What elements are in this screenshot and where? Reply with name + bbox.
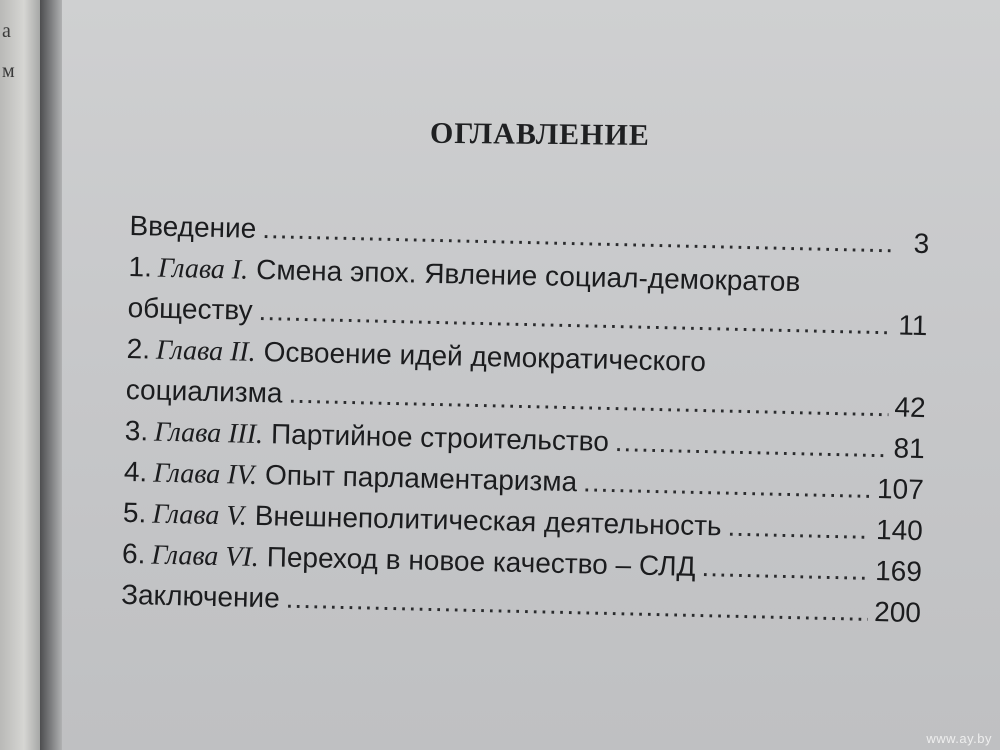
entry-title: Освоение идей демократического <box>263 336 707 378</box>
entry-number: 1. <box>128 250 153 283</box>
entry-page: 81 <box>893 432 926 465</box>
entry-number: 6. <box>121 537 146 570</box>
leader-dots <box>614 421 888 468</box>
entry-number: 3. <box>124 414 149 447</box>
entry-title: Партийное строительство <box>270 418 610 457</box>
entry-page: 200 <box>873 595 922 629</box>
leader-dots <box>583 461 872 509</box>
page-title: ОГЛАВЛЕНИЕ <box>429 116 651 152</box>
entry-page: 169 <box>874 555 923 588</box>
entry-title: социализма <box>125 373 283 409</box>
chapter-label: Глава III. <box>153 416 264 451</box>
watermark: www.ay.by <box>926 731 992 746</box>
entry-page: 3 <box>913 227 930 260</box>
table-of-contents <box>121 205 930 633</box>
entry-title: Опыт парламентаризма <box>264 459 578 498</box>
entry-title: обществу <box>127 291 253 326</box>
book-gutter <box>40 0 62 750</box>
adjacent-page-fragment: а <box>2 20 11 42</box>
entry-number: 5. <box>122 496 147 529</box>
leader-dots <box>727 506 870 550</box>
leader-dots <box>701 546 870 591</box>
entry-label: Заключение <box>120 578 281 614</box>
entry-title: Переход в новое качество – СЛД <box>266 541 696 582</box>
entry-number: 2. <box>126 332 151 365</box>
adjacent-page <box>0 0 40 750</box>
chapter-label: Глава II. <box>155 334 257 368</box>
entry-label: Введение <box>129 209 257 244</box>
entry-page: 107 <box>876 473 925 506</box>
entry-number: 4. <box>123 455 148 488</box>
entry-page: 11 <box>898 309 928 342</box>
entry-page: 140 <box>875 514 924 547</box>
adjacent-page-fragment: м <box>2 60 15 82</box>
chapter-label: Глава V. <box>152 498 248 532</box>
entry-page: 42 <box>894 391 926 424</box>
chapter-label: Глава VI. <box>151 539 260 574</box>
chapter-label: Глава I. <box>157 252 249 286</box>
chapter-label: Глава IV. <box>152 457 258 491</box>
entry-title: Внешнеполитическая деятельность <box>254 499 722 542</box>
entry-title: Смена эпох. Явление социал-демократов <box>255 253 801 298</box>
